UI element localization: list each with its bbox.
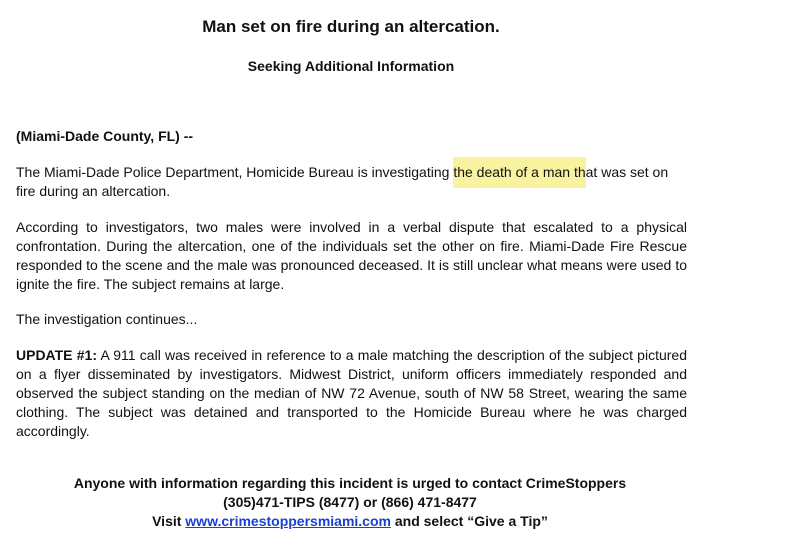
paragraph-update bbox=[16, 346, 687, 441]
footer-visit-line bbox=[0, 512, 700, 531]
intro-text-before: The Miami-Dade Police Department, Homicide Bureau is investigating bbox=[16, 164, 454, 180]
visit-suffix: and select “Give a Tip” bbox=[390, 513, 548, 529]
paragraph-intro bbox=[16, 163, 687, 201]
visit-prefix: Visit bbox=[152, 513, 186, 529]
intro-text-after: at was set on fire during an altercation. bbox=[16, 164, 669, 199]
page-subtitle: Seeking Additional Information bbox=[247, 58, 455, 74]
page-title: Man set on fire during an altercation. bbox=[202, 17, 500, 36]
paragraph-status: The investigation continues... bbox=[16, 311, 198, 327]
paragraph-details: According to investigators, two males were involved in a verbal dispute that escalated to a physical confrontation. During the altercation, one of the individuals set the other on fire. Miami-Dade Fire Rescue responded to the scene and the male was pronounced deceased. It is still unclear what means were used to ignite the fire. The subject remains at large. bbox=[16, 219, 687, 292]
update-text: A 911 call was received in reference to a male matching the description of the subject pictured on a flyer disseminated by investigators. Midwest District, uniform officers immediately responded and observed the subject standing on the median of NW 72 Avenue, south of NW 58 Street, wearing the same clothing. The subject was detained and transported to the Homicide Bureau where he was charged accordingly. bbox=[16, 347, 687, 439]
dateline: (Miami-Dade County, FL) -- bbox=[16, 128, 194, 144]
crimestoppers-link[interactable]: www.crimestoppersmiami.com bbox=[185, 513, 391, 529]
footer-line-1: Anyone with information regarding this incident is urged to contact CrimeStoppers bbox=[73, 475, 627, 491]
update-label: UPDATE #1: bbox=[16, 347, 97, 363]
highlighted-text: the death of a man th bbox=[453, 157, 585, 188]
contact-footer bbox=[0, 474, 700, 531]
footer-phone-line: (305)471-TIPS (8477) or (866) 471-8477 bbox=[223, 494, 477, 510]
